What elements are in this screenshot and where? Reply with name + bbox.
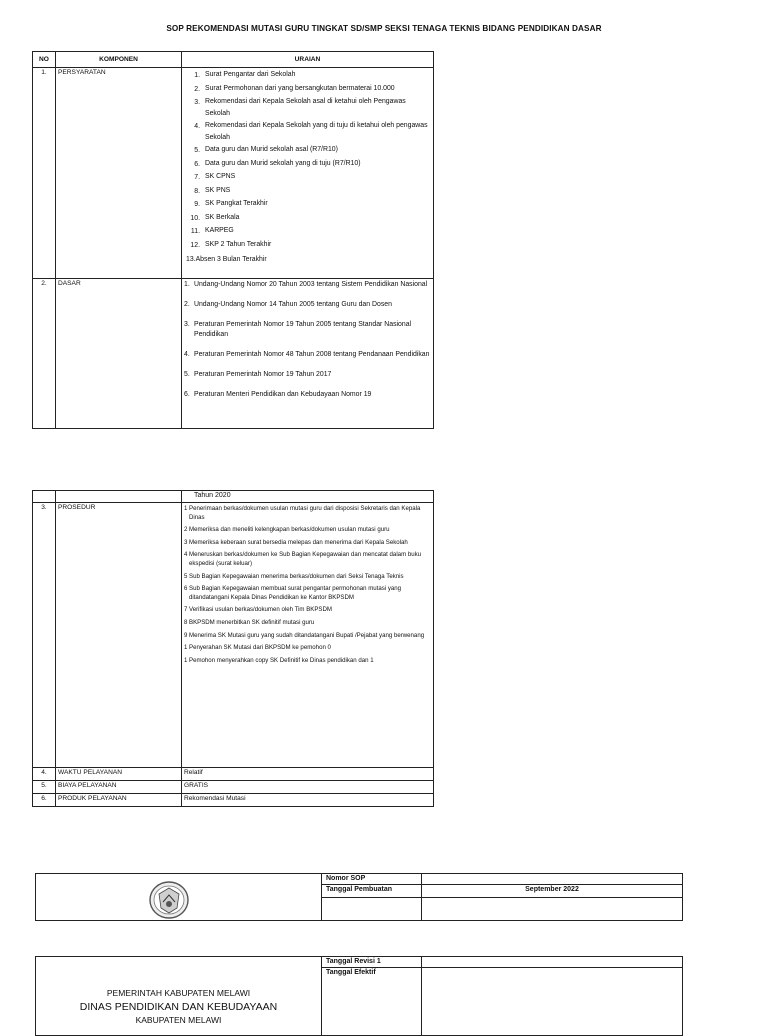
list-item bbox=[184, 632, 431, 641]
table-row-produk bbox=[33, 794, 434, 807]
list-item bbox=[184, 120, 431, 144]
item-number: 2. bbox=[194, 85, 200, 93]
list-item bbox=[184, 390, 431, 400]
row-uraian: GRATIS bbox=[182, 781, 434, 794]
row-uraian bbox=[182, 68, 434, 279]
item-text: SK PNS bbox=[205, 186, 231, 194]
item-text: Penerimaan berkas/dokumen usulan mutasi guru dari disposisi Sekretaris dan Kepala Dinas bbox=[189, 505, 421, 521]
list-item bbox=[184, 573, 431, 582]
list-item bbox=[184, 320, 431, 340]
table-row-prosedur bbox=[33, 503, 434, 768]
row-uraian: Rekomendasi Mutasi bbox=[182, 794, 434, 807]
table-row-dasar bbox=[33, 279, 434, 429]
list-item bbox=[184, 198, 431, 212]
table-row-waktu bbox=[33, 768, 434, 781]
item-text: Sub Bagian Kepegawaian menerima berkas/dokumen dari Seksi Tenaga Teknis bbox=[189, 572, 404, 580]
item-number: 11. bbox=[190, 228, 200, 235]
sop-table-part1 bbox=[32, 51, 434, 429]
list-item bbox=[184, 144, 431, 158]
row-komponen: WAKTU PELAYANAN bbox=[56, 768, 182, 781]
list-item bbox=[184, 644, 431, 653]
row-komponen: DASAR bbox=[56, 279, 182, 429]
row-no: 6. bbox=[33, 794, 56, 807]
list-item bbox=[184, 350, 431, 360]
item-text: BKPSDM menerbitkan SK definitif mutasi guru bbox=[189, 618, 315, 626]
table-row-continued bbox=[33, 491, 434, 503]
row-komponen: PROSEDUR bbox=[56, 503, 182, 768]
item-text: Rekomendasi dari Kepala Sekolah asal di ketahui oleh Pengawas Sekolah bbox=[205, 98, 406, 117]
continued-text: Tahun 2020 bbox=[182, 491, 434, 503]
item-number: 9. bbox=[194, 201, 200, 208]
item-text: Pemohon menyerahkan copy SK Definitif ke Dinas pendidikan dan 1 bbox=[189, 656, 374, 664]
item-text: Data guru dan Murid sekolah yang di tuju (R7/R10) bbox=[205, 159, 361, 167]
item-number: 1 bbox=[184, 644, 188, 652]
row-no: 5. bbox=[33, 781, 56, 794]
item-text: SK Pangkat Terakhir bbox=[205, 200, 268, 207]
list-item bbox=[184, 225, 431, 239]
item-text: Sub Bagian Kepegawaian membuat surat pengantar permohonan mutasi yang ditandatangani Kepala Dinas Pendidikan ke Kantor BKPSDM bbox=[189, 585, 402, 601]
item-text: SK Berkala bbox=[205, 213, 240, 221]
item-number: 3 bbox=[184, 538, 188, 546]
item-text: Menerima SK Mutasi guru yang sudah ditandatangani Bupati /Pejabat yang berwenang bbox=[189, 631, 425, 639]
item-text: Peraturan Pemerintah Nomor 19 Tahun 2017 bbox=[194, 371, 332, 378]
item-text: Surat Permohonan dari yang bersangkutan bermaterai 10.000 bbox=[205, 84, 395, 92]
item-text: Rekomendasi dari Kepala Sekolah yang di tuju di ketahui oleh pengawas Sekolah bbox=[205, 122, 428, 141]
list-item bbox=[184, 171, 431, 185]
table-row-persyaratan bbox=[33, 68, 434, 279]
sop-header-block bbox=[35, 873, 683, 921]
list-item bbox=[184, 239, 431, 253]
item-number: 5 bbox=[184, 572, 188, 580]
gov-line-2: DINAS PENDIDIKAN DAN KEBUDAYAAN bbox=[79, 1001, 278, 1013]
table-header-row bbox=[33, 52, 434, 68]
item-number: 9 bbox=[184, 631, 188, 639]
item-number: 8 bbox=[184, 618, 188, 626]
item-number: 8. bbox=[194, 187, 200, 195]
list-item bbox=[184, 657, 431, 666]
list-item bbox=[184, 212, 431, 226]
row-komponen: PERSYARATAN bbox=[56, 68, 182, 279]
procedure-list bbox=[184, 505, 431, 665]
tanggal-pembuatan-value: September 2022 bbox=[422, 885, 683, 898]
item-text: Peraturan Pemerintah Nomor 19 Tahun 2005 tentang Standar Nasional Pendidikan bbox=[194, 321, 412, 338]
item-text: Peraturan Menteri Pendidikan dan Kebudayaan Nomor 19 bbox=[194, 391, 372, 398]
item-text: Penyerahan SK Mutasi dari BKPSDM ke pemohon 0 bbox=[189, 644, 331, 652]
item-number: 2 bbox=[184, 526, 188, 534]
header-no: NO bbox=[33, 52, 56, 68]
item-text: KARPEG bbox=[205, 227, 234, 234]
item-number: 5. bbox=[184, 371, 190, 378]
row-uraian bbox=[182, 503, 434, 768]
item-number: 1. bbox=[184, 281, 190, 288]
list-item bbox=[184, 185, 431, 199]
item-number: 4 bbox=[184, 551, 188, 559]
document-title: SOP REKOMENDASI MUTASI GURU TINGKAT SD/SMP SEKSI TENAGA TEKNIS BIDANG PENDIDIKAN DASAR bbox=[166, 24, 602, 33]
list-item bbox=[184, 585, 431, 602]
item-number: 5. bbox=[194, 147, 200, 154]
item-number: 6. bbox=[184, 391, 190, 398]
header-komponen: KOMPONEN bbox=[56, 52, 182, 68]
item-number: 7 bbox=[184, 606, 188, 614]
item-number: 10. bbox=[190, 214, 200, 222]
sop-table-part2 bbox=[32, 490, 434, 807]
list-item bbox=[184, 96, 431, 120]
item-number: 1 bbox=[184, 505, 188, 512]
item-number: 12. bbox=[190, 241, 200, 249]
list-item bbox=[184, 606, 431, 615]
sop-header-block-2 bbox=[35, 956, 683, 1036]
item-text: SK CPNS bbox=[205, 173, 236, 180]
row-no: 4. bbox=[33, 768, 56, 781]
list-item bbox=[184, 158, 431, 172]
table-row-biaya bbox=[33, 781, 434, 794]
list-item bbox=[184, 505, 431, 522]
item-text: Undang-Undang Nomor 14 Tahun 2005 tentang Guru dan Dosen bbox=[194, 301, 392, 308]
melawi-seal-logo bbox=[148, 880, 190, 920]
item-number: 7. bbox=[194, 174, 200, 181]
item-text: Memeriksa keberaan surat bersedia melepas dan menerima dari Kepala Sekolah bbox=[189, 538, 408, 546]
gov-line-3: KABUPATEN MELAWI bbox=[135, 1015, 222, 1025]
tanggal-pembuatan-label: Tanggal Pembuatan bbox=[322, 885, 422, 898]
item-number: 6 bbox=[184, 585, 188, 593]
list-item bbox=[184, 619, 431, 628]
item-text: Peraturan Pemerintah Nomor 48 Tahun 2008 tentang Pendanaan Pendidikan bbox=[194, 351, 430, 358]
nomor-sop-label: Nomor SOP bbox=[322, 874, 422, 885]
item-text: Surat Pengantar dari Sekolah bbox=[205, 71, 296, 78]
list-item bbox=[184, 551, 431, 568]
header-uraian: URAIAN bbox=[182, 52, 434, 68]
list-item bbox=[184, 370, 431, 380]
item-number: 2. bbox=[184, 301, 190, 308]
tanggal-revisi-label: Tanggal Revisi 1 bbox=[322, 957, 422, 968]
gov-line-1: PEMERINTAH KABUPATEN MELAWI bbox=[106, 988, 251, 998]
list-item bbox=[184, 69, 431, 83]
tanggal-efektif-label: Tanggal Efektif bbox=[322, 968, 422, 1036]
item-text: Memeriksa dan meneliti kelengkapan berkas/dokumen usulan mutasi guru bbox=[189, 526, 390, 534]
item-text: Data guru dan Murid sekolah asal (R7/R10) bbox=[205, 146, 338, 153]
item-text: Verifikasi usulan berkas/dokumen oleh Tim BKPSDM bbox=[189, 606, 332, 614]
item-number: 6. bbox=[194, 160, 200, 168]
legal-basis-list bbox=[184, 280, 431, 400]
item-text: Meneruskan berkas/dokumen ke Sub Bagian Kepegawaian dan mencatat dalam buku ekspedisi (surat keluar) bbox=[189, 551, 422, 567]
item-number: 1 bbox=[184, 656, 188, 664]
row-no: 3. bbox=[33, 503, 56, 768]
requirement-extra: 13.Absen 3 Bulan Terakhir bbox=[186, 256, 267, 263]
row-uraian: Relatif bbox=[182, 768, 434, 781]
item-number: 4. bbox=[194, 123, 200, 130]
requirements-list bbox=[184, 69, 431, 252]
row-no: 1. bbox=[33, 68, 56, 279]
list-item bbox=[184, 300, 431, 310]
item-number: 1. bbox=[194, 72, 200, 79]
list-item bbox=[184, 539, 431, 548]
item-number: 3. bbox=[184, 321, 190, 328]
row-no: 2. bbox=[33, 279, 56, 429]
row-komponen: PRODUK PELAYANAN bbox=[56, 794, 182, 807]
item-number: 3. bbox=[194, 99, 200, 106]
list-item bbox=[184, 280, 431, 290]
nomor-sop-value bbox=[422, 874, 683, 885]
item-text: SKP 2 Tahun Terakhir bbox=[205, 240, 272, 248]
list-item bbox=[184, 526, 431, 535]
row-uraian bbox=[182, 279, 434, 429]
row-komponen: BIAYA PELAYANAN bbox=[56, 781, 182, 794]
list-item bbox=[184, 83, 431, 97]
item-text: Undang-Undang Nomor 20 Tahun 2003 tentang Sistem Pendidikan Nasional bbox=[194, 281, 428, 288]
item-number: 4. bbox=[184, 351, 190, 358]
